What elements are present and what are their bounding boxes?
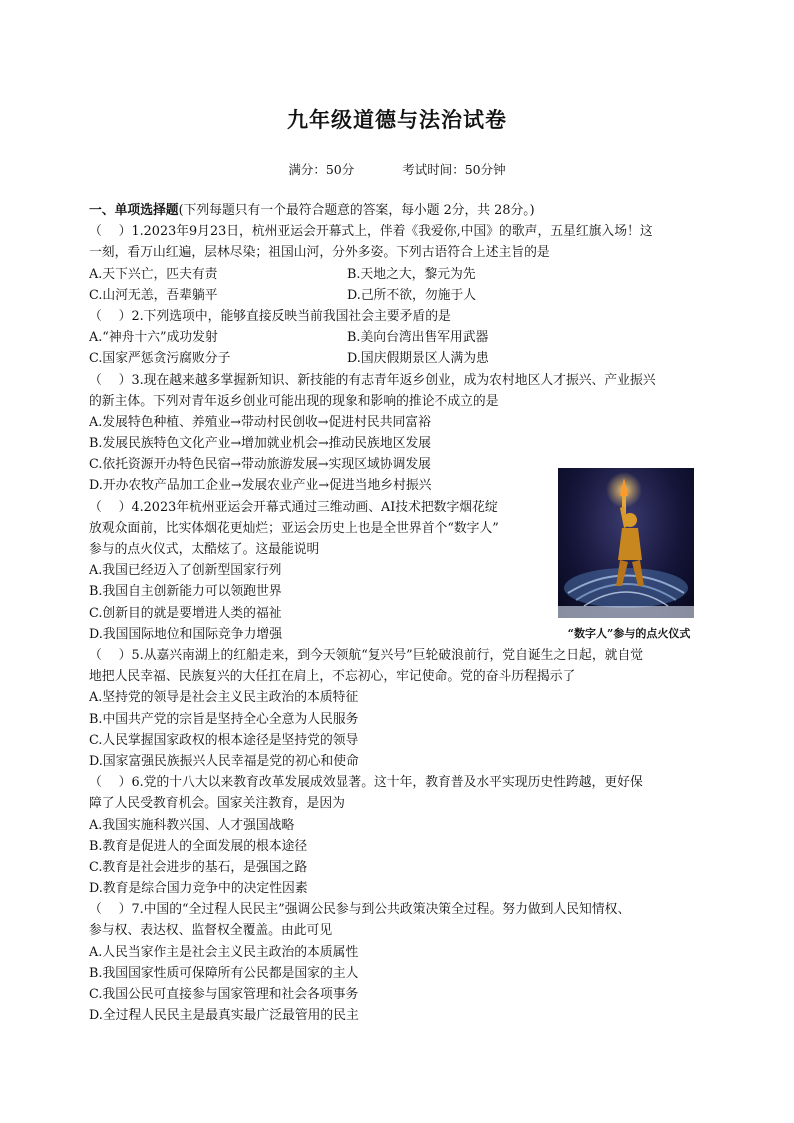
option-b: B.教育是促进人的全面发展的根本途径 [89, 838, 308, 854]
option-c: C.人民掌握国家政权的根本途径是坚持党的领导 [89, 732, 359, 748]
option-c: C.我国公民可直接参与国家管理和社会各项事务 [89, 987, 359, 1003]
question-stem: （ ）3.现在越来越多掌握新知识、新技能的有志青年返乡创业，成为农村地区人才振兴、产业振兴 [89, 372, 656, 388]
option-b: B.我国国家性质可保障所有公民都是国家的主人 [89, 965, 359, 981]
option-c: C.国家严惩贪污腐败分子 [89, 351, 231, 367]
question-5 [89, 645, 709, 772]
option-c: C.教育是社会进步的基石，是强国之路 [89, 859, 308, 875]
question-stem: 放观众面前，比实体烟花更灿烂；亚运会历史上也是全世界首个“数字人” [89, 520, 499, 536]
option-d: D.教育是综合国力竞争中的决定性因素 [89, 881, 308, 897]
digital-human-torch-photo [558, 468, 694, 618]
option-b: B.天地之大，黎元为先 [347, 266, 476, 282]
option-d: D.国家富强民族振兴人民幸福是党的初心和使命 [89, 753, 359, 769]
section-heading-title: 一、单项选择题 [89, 203, 179, 218]
question-stem: （ ）2.下列选项中，能够直接反映当前我国社会主要矛盾的是 [89, 308, 451, 324]
question-2 [89, 306, 709, 370]
question-stem: 的新主体。下列对青年返乡创业可能出现的现象和影响的推论不成立的是 [89, 393, 499, 409]
exam-title: 九年级道德与法治试卷 [287, 107, 507, 132]
option-c: C.创新目的就是要增进人类的福祉 [89, 605, 282, 621]
option-b: B.美向台湾出售军用武器 [347, 330, 489, 346]
option-a: A.坚持党的领导是社会主义民主政治的本质特征 [89, 690, 359, 706]
option-d: D.开办农牧产品加工企业→发展农业产业→促进当地乡村振兴 [89, 478, 432, 494]
exam-time: 考试时间：50分钟 [402, 162, 506, 177]
question-1 [89, 221, 709, 306]
option-a: A.我国实施科教兴国、人才强国战略 [89, 817, 295, 833]
option-row [89, 285, 709, 306]
photo-caption: “数字人”参与的点火仪式 [567, 626, 691, 640]
full-score: 满分：50分 [288, 162, 355, 177]
option-a: A.人民当家作主是社会主义民主政治的本质属性 [89, 944, 359, 960]
option-a: A.“神舟十六”成功发射 [89, 330, 218, 346]
section-heading [89, 200, 709, 221]
option-a: A.天下兴亡，匹夫有责 [89, 266, 218, 282]
question-stem: （ ）4.2023年杭州亚运会开幕式通过三维动画、AI技术把数字烟花绽 [89, 499, 498, 515]
option-c: C.山河无恙，吾辈躺平 [89, 287, 218, 303]
option-b: B.中国共产党的宗旨是坚持全心全意为人民服务 [89, 711, 359, 727]
option-d: D.国庆假期景区人满为患 [347, 351, 489, 367]
option-row [89, 348, 709, 369]
exam-content [89, 200, 709, 1026]
question-stem: （ ）1.2023年9月23日，杭州亚运会开幕式上，伴着《我爱你,中国》的歌声，五星红旗入场！这 [89, 224, 653, 240]
option-row [89, 264, 709, 285]
option-b: B.发展民族特色文化产业→增加就业机会→推动民族地区发展 [89, 436, 432, 452]
option-a: A.我国已经迈入了创新型国家行列 [89, 563, 282, 579]
option-row [89, 327, 709, 348]
option-d: D.全过程人民民主是最真实最广泛最管用的民主 [89, 1008, 359, 1024]
question-4 [89, 497, 709, 645]
option-c: C.依托资源开办特色民宿→带动旅游发展→实现区域协调发展 [89, 457, 431, 473]
question-stem: 障了人民受教育机会。国家关注教育，是因为 [89, 796, 345, 812]
question-stem: 参与的点火仪式，太酷炫了。这最能说明 [89, 542, 320, 557]
question-4-text [89, 497, 551, 645]
question-stem: 一刻，看万山红遍，层林尽染；祖国山河，分外多姿。下列古语符合上述主旨的是 [89, 245, 550, 261]
question-stem: 地把人民幸福、民族复兴的大任扛在肩上，不忘初心，牢记使命。党的奋斗历程揭示了 [89, 669, 576, 685]
exam-info [0, 160, 794, 178]
question-stem: （ ）7.中国的“全过程人民民主”强调公民参与到公共政策决策全过程。努力做到人民知情权、 [89, 902, 631, 918]
question-stem: （ ）6.党的十八大以来教育改革发展成效显著。这十年，教育普及水平实现历史性跨越，更好保 [89, 775, 643, 791]
question-stem: 参与权、表达权、监督权全覆盖。由此可见 [89, 923, 333, 939]
option-a: A.发展特色种植、养殖业→带动村民创收→促进村民共同富裕 [89, 414, 431, 430]
option-b: B.我国自主创新能力可以领跑世界 [89, 584, 282, 600]
question-6 [89, 772, 709, 899]
section-heading-note: (下列每题只有一个最符合题意的答案，每小题 2分，共 28分。) [178, 203, 535, 218]
question-7 [89, 899, 709, 1026]
question-stem: （ ）5.从嘉兴南湖上的红船走来，到今天领航“复兴号”巨轮破浪前行，党自诞生之日起，就自觉 [89, 648, 644, 664]
option-d: D.我国国际地位和国际竞争力增强 [89, 626, 283, 642]
option-d: D.己所不欲，勿施于人 [347, 287, 477, 303]
